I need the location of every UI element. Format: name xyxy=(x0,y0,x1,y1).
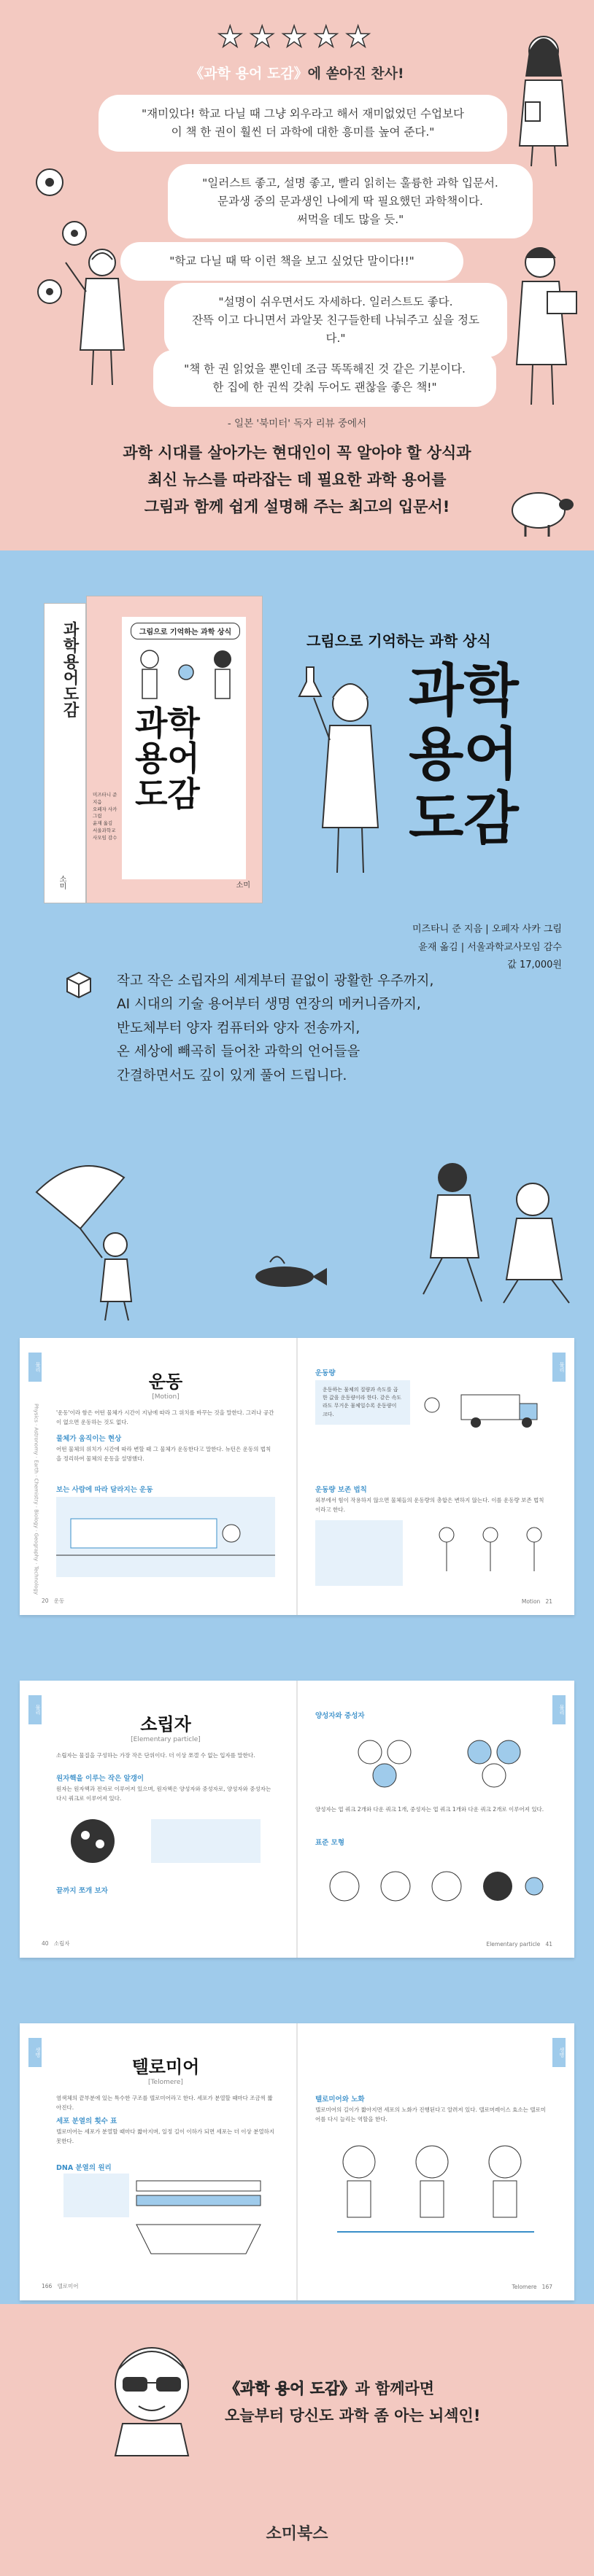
page-title: 운동 xyxy=(148,1371,183,1392)
page-tab: 물리 xyxy=(28,1695,42,1724)
scientist-man-illustration xyxy=(29,153,139,394)
page-tab: 물리 xyxy=(28,1353,42,1382)
section-heading: 세포 분열의 횟수 표 xyxy=(56,2117,117,2125)
cover-subtitle: 그림으로 기억하는 과학 상식 xyxy=(306,632,491,650)
footer-tagline xyxy=(225,2375,480,2429)
section-text: 텔로미어는 세포가 분열할 때마다 짧아지며, 일정 길이 이하가 되면 세포는 더 이상 분열하지 못한다. xyxy=(56,2128,275,2145)
section-text: 텔로미어의 길이가 짧아지면 세포의 노화가 진행된다고 알려져 있다. 텔로머레이스 효소는 텔로미어를 다시 늘리는 역할을 한다. xyxy=(315,2106,547,2123)
praise-heading-rest: 에 쏟아진 찬사! xyxy=(307,66,404,82)
section-heading: 텔로미어와 노화 xyxy=(315,2096,365,2104)
section-heading: 양성자와 중성자 xyxy=(315,1712,365,1720)
page-tab: 물리 xyxy=(552,1353,566,1382)
section-heading: 원자핵을 이루는 작은 알갱이 xyxy=(56,1775,144,1783)
cover-section xyxy=(0,550,594,1327)
publisher-logo: 소미북스 xyxy=(266,2524,328,2543)
aging-diagram-icon xyxy=(315,2133,549,2242)
quark-diagram-icon xyxy=(326,1723,545,1796)
review-quote-3: "학교 다닐 때 딱 이런 책을 보고 싶었단 말이다!!" xyxy=(120,242,463,281)
book-spine xyxy=(44,603,86,903)
review-quote-1: "재미있다! 학교 다닐 때 그냥 외우라고 해서 재미없었던 수업보다 이 책 한 권이 훨씬 더 과학에 대한 흥미를 높여 준다." xyxy=(99,95,507,152)
book-pitch: 과학 시대를 살아가는 현대인이 꼭 알아야 할 상식과 최신 뉴스를 따라잡는 데 필요한 과학 용어를 그림과 함께 쉽게 설명해 주는 최고의 입문서! xyxy=(123,444,471,515)
nucleus-diagram-icon xyxy=(63,1812,268,1870)
scientist-woman-illustration xyxy=(504,22,584,168)
book-3d-cover xyxy=(44,596,263,902)
sample-spread-elementary-particle xyxy=(20,1681,574,1958)
section-heading: 보는 사람에 따라 달라지는 운동 xyxy=(56,1486,153,1494)
section-heading: 끝까지 쪼개 보자 xyxy=(56,1887,108,1895)
page-intro: 소립자는 물질을 구성하는 가장 작은 단위이다. 더 이상 쪼갤 수 없는 입자를 말한다. xyxy=(56,1752,255,1759)
page-number-right xyxy=(522,1598,552,1605)
page-title: 텔로미어 xyxy=(131,2057,200,2077)
rating-stars: ★★★★★ xyxy=(217,20,377,54)
page-number: 41 xyxy=(545,1941,552,1947)
section-text: 어떤 물체의 위치가 시간에 따라 변할 때 그 물체가 운동한다고 말한다. 뉴턴은 운동의 법칙을 정리하여 물체의 운동을 설명했다. xyxy=(56,1446,271,1463)
cover-credits: 미즈타니 준 지음 | 오페자 사카 그림 윤재 옮김 | 서울과학교사모임 감수 값 17,000원 xyxy=(412,924,562,971)
book-spine-title: 과학용어도감 xyxy=(61,621,79,717)
footer-section xyxy=(0,2304,594,2576)
page-number-left xyxy=(42,1939,69,1947)
page-label: 텔로미어 xyxy=(57,2283,79,2289)
section-heading: 운동량 보존 법칙 xyxy=(315,1486,367,1494)
page-number: 167 xyxy=(541,2284,552,2290)
cover-title: 과학 용어 도감 xyxy=(409,658,519,852)
page-number: 166 xyxy=(42,2283,53,2289)
review-quote-4: "설명이 쉬우면서도 자세하다. 일러스트도 좋다. 잔뜩 이고 다니면서 과알못 친구들한테 나눠주고 싶을 정도다." xyxy=(164,283,507,357)
particle-model-icon xyxy=(315,1850,549,1923)
dna-diagram-icon xyxy=(63,2174,268,2268)
section-text: 외부에서 힘이 작용하지 않으면 물체들의 운동량의 총합은 변하지 않는다. 이를 운동량 보존 법칙이라고 한다. xyxy=(315,1497,544,1514)
page-number: 21 xyxy=(545,1598,552,1605)
page-number-left xyxy=(42,1597,64,1605)
intro-text: 작고 작은 소립자의 세계부터 끝없이 광활한 우주까지, AI 시대의 기술 용어부터 생명 연장의 메커니즘까지, 반도체부터 양자 컴퓨터와 양자 전송까지, 온 세상에 빼곡히 들어찬 과학의 언어들을 간결하면서도 깊이 있게 풀어 드립니다. xyxy=(117,973,434,1083)
book-front xyxy=(86,596,263,903)
section-text: 양성자는 업 쿼크 2개와 다운 쿼크 1개, 중성자는 업 쿼크 1개와 다운 쿼크 2개로 이루어져 있다. xyxy=(315,1806,544,1813)
truck-icon xyxy=(417,1380,541,1431)
section-heading: 물체가 움직이는 현상 xyxy=(56,1435,122,1443)
page-number-right xyxy=(512,2284,552,2290)
scientist-reading-illustration xyxy=(504,241,584,408)
book-front-tagline: 그림으로 기억하는 과학 상식 xyxy=(131,623,240,639)
footer-line1-rest: 과 함께라면 xyxy=(355,2380,435,2397)
section-heading: DNA 분열의 원리 xyxy=(56,2164,112,2172)
book-spine-publisher: 소미 xyxy=(58,875,66,890)
book-front-figures-icon xyxy=(128,643,244,701)
page-subtitle: [Motion] xyxy=(152,1393,180,1401)
sitting-people-illustration xyxy=(409,1148,576,1309)
reviews-section xyxy=(0,0,594,550)
sample-spread-motion xyxy=(20,1338,574,1615)
sample-spread-telomere xyxy=(20,2023,574,2300)
book-front-title: 과학 용어 도감 xyxy=(135,704,200,814)
chapter-index: Physics · Astronomy · Earth · Chemistry · Biology · Geography · Technology xyxy=(33,1404,39,1595)
page-number: 40 xyxy=(42,1940,49,1947)
section-heading: 운동량 xyxy=(315,1369,336,1377)
footer-line2: 오늘부터 당신도 과학 좀 아는 뇌섹인! xyxy=(225,2406,481,2424)
review-quote-5: "책 한 권 읽었을 뿐인데 조금 똑똑해진 것 같은 기분이다. 한 집에 한 권씩 갖춰 두어도 괜찮을 좋은 책!" xyxy=(153,350,496,407)
page-tab: 물리 xyxy=(552,1695,566,1724)
fish-icon xyxy=(248,1250,328,1294)
page-tab: 생명 xyxy=(28,2038,42,2067)
page-subtitle: [Elementary particle] xyxy=(131,1736,201,1743)
page-intro: 염색체의 끝부분에 있는 특수한 구조를 텔로미어라고 한다. 세포가 분열할 때마다 조금씩 짧아진다. xyxy=(56,2095,273,2112)
section-text: 원자는 원자핵과 전자로 이루어져 있으며, 원자핵은 양성자와 중성자로, 양성자와 중성자는 다시 쿼크로 이루어져 있다. xyxy=(56,1786,271,1802)
train-diagram-icon xyxy=(56,1497,275,1577)
scientist-flask-illustration xyxy=(292,660,409,879)
page-number-right xyxy=(486,1941,552,1947)
review-source: - 일본 '북미터' 독자 리뷰 중에서 xyxy=(227,418,367,429)
note-box: 운동하는 물체의 질량과 속도를 곱한 값을 운동량이라 한다. 같은 속도라도 무거운 물체일수록 운동량이 크다. xyxy=(315,1380,410,1425)
book-front-credits: 미즈타니 준 지음 오페자 사카 그림 윤재 옮김 서울과학교사모임 감수 xyxy=(93,792,117,841)
page-tab: 생명 xyxy=(552,2038,566,2067)
spread-gutter xyxy=(296,1338,298,1615)
page-label: Motion xyxy=(521,1598,541,1605)
sheep-icon xyxy=(504,481,576,540)
page-label: 운동 xyxy=(53,1598,65,1604)
page-label: Elementary particle xyxy=(486,1941,541,1947)
sunglasses-character-illustration xyxy=(101,2333,203,2457)
review-quote-2: "일러스트 좋고, 설명 좋고, 빨리 읽히는 훌륭한 과학 입문서. 문과생 중의 문과생인 나에게 딱 필요했던 과학책이다. 써먹을 데도 많을 듯." xyxy=(168,164,533,238)
page-intro: '운동'이라 함은 어떤 물체가 시간이 지남에 따라 그 위치를 바꾸는 것을 말한다. 그러나 공간이 없으면 운동하는 것도 없다. xyxy=(56,1409,274,1426)
page-label: 소립자 xyxy=(53,1940,70,1947)
praise-heading-book: 《과학 용어 도감》 xyxy=(190,66,308,82)
umbrella-person-illustration xyxy=(29,1148,168,1323)
spread-gutter xyxy=(296,2023,298,2300)
sample-pages-section xyxy=(0,1327,594,2304)
book-front-publisher: 소미 xyxy=(236,882,250,890)
page-title: 소립자 xyxy=(140,1714,191,1735)
page-number: 20 xyxy=(42,1598,49,1604)
spread-gutter xyxy=(296,1681,298,1958)
section-heading: 표준 모형 xyxy=(315,1839,345,1847)
skaters-diagram-icon xyxy=(315,1520,549,1586)
page-number-left xyxy=(42,2282,78,2290)
page-label: Telomere xyxy=(512,2284,537,2290)
page-subtitle: [Telomere] xyxy=(148,2079,183,2086)
footer-book-title: 《과학 용어 도감》 xyxy=(225,2380,355,2397)
